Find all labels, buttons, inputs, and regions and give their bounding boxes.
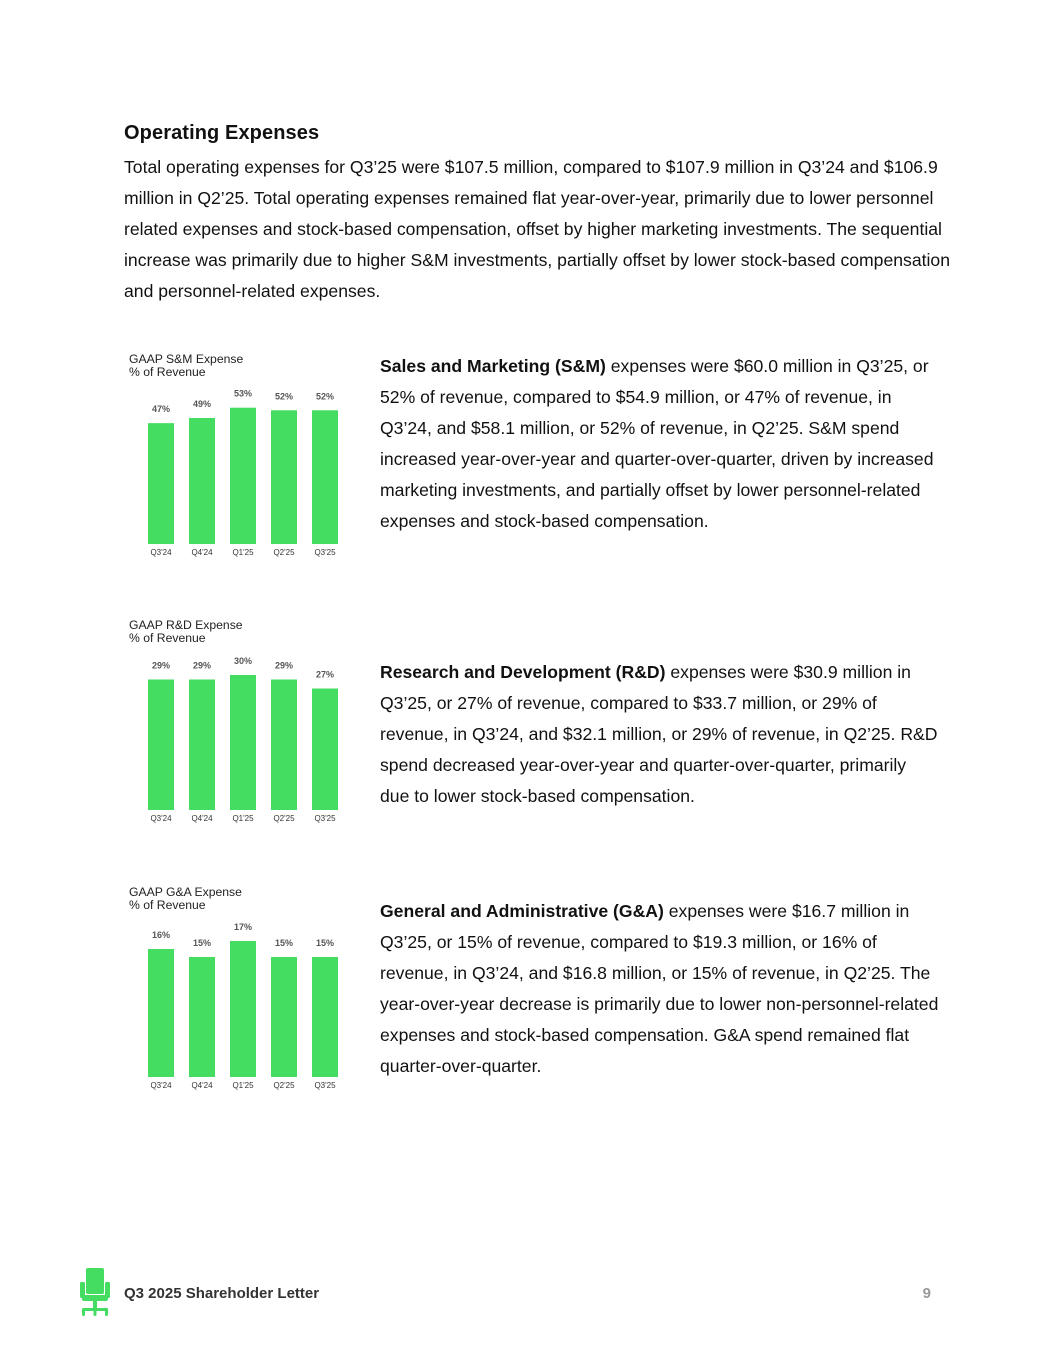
- sm-chart-svg: [124, 353, 346, 568]
- x-tick-label: Q2'25: [273, 548, 295, 557]
- sm-section-heading: Sales and Marketing (S&M): [380, 356, 606, 376]
- x-tick-label: Q3'25: [314, 1081, 336, 1090]
- bar-value-label: 15%: [274, 938, 294, 948]
- ga-chart-svg: [124, 886, 346, 1101]
- x-tick-label: Q2'25: [273, 1081, 295, 1090]
- chart-subtitle-line: % of Revenue: [129, 631, 206, 645]
- bar-3: [271, 957, 297, 1077]
- chair-icon: [80, 1268, 112, 1318]
- bar-value-label: 30%: [233, 656, 253, 666]
- bar-1: [189, 418, 215, 544]
- chart-title-line: GAAP G&A Expense: [129, 885, 242, 899]
- bar-3: [271, 410, 297, 544]
- chart-title-line: GAAP S&M Expense: [129, 352, 244, 366]
- bar-value-label: 29%: [192, 660, 212, 671]
- sm-expense-chart: [124, 353, 346, 568]
- x-tick-label: Q1'25: [232, 814, 254, 823]
- bar-4: [312, 410, 338, 544]
- bar-2: [230, 941, 256, 1077]
- x-tick-label: Q3'25: [314, 548, 336, 557]
- bar-value-label: 47%: [151, 404, 171, 415]
- rd-section-heading: Research and Development (R&D): [380, 662, 666, 682]
- bar-value-label: 15%: [315, 938, 335, 948]
- bar-1: [189, 957, 215, 1077]
- x-tick-label: Q3'24: [150, 814, 172, 823]
- bar-value-label: 29%: [274, 660, 294, 671]
- sm-section-text: [380, 351, 940, 537]
- x-tick-label: Q3'24: [150, 548, 172, 557]
- ga-expense-chart: [124, 886, 346, 1101]
- bar-value-label: 29%: [151, 660, 171, 671]
- bar-value-label: 49%: [192, 399, 212, 409]
- bar-0: [148, 423, 174, 544]
- bar-4: [312, 689, 338, 811]
- sm-section-body: expenses were $60.0 million in Q3’25, or 52% of revenue, compared to $54.9 million, or 47% of revenue, in Q3’24, and $58.1 million, or 52% of revenue, in Q2’25. S&M spend increased year-over-year and quarter-over-quarter, driven by increased marketing investments, and partially offset by lower personnel-related expenses and stock-based compensation.: [380, 356, 934, 531]
- chart-subtitle-line: % of Revenue: [129, 365, 206, 379]
- x-tick-label: Q3'24: [150, 1081, 172, 1090]
- bar-4: [312, 957, 338, 1077]
- rd-expense-chart: [124, 619, 346, 834]
- ga-section-heading: General and Administrative (G&A): [380, 901, 664, 921]
- x-tick-label: Q4'24: [191, 814, 213, 823]
- x-tick-label: Q1'25: [232, 548, 254, 557]
- bar-2: [230, 408, 256, 544]
- chart-subtitle-line: % of Revenue: [129, 898, 206, 912]
- page-number: 9: [922, 1285, 931, 1302]
- footer-title: Q3 2025 Shareholder Letter: [124, 1285, 320, 1302]
- bar-value-label: 52%: [315, 391, 335, 402]
- x-tick-label: Q4'24: [191, 548, 213, 557]
- bar-value-label: 53%: [233, 388, 253, 399]
- page-heading: Operating Expenses: [124, 122, 320, 144]
- bar-value-label: 15%: [192, 938, 212, 948]
- bar-0: [148, 680, 174, 811]
- intro-paragraph: Total operating expenses for Q3’25 were $107.5 million, compared to $107.9 million in Q3’24 and $106.9 million in Q2’25. Total operating expenses remained flat year-over-year, primarily due to lower personnel related expenses and stock-based compensation, offset by higher marketing investments. The sequential increase was primarily due to higher S&M investments, partially offset by lower stock-based compensation and personnel-related expenses.: [124, 157, 950, 301]
- x-tick-label: Q3'25: [314, 814, 336, 823]
- ga-section-text: [380, 896, 940, 1082]
- rd-section-body: expenses were $30.9 million in Q3’25, or 27% of revenue, compared to $33.7 million, or 29% of revenue, in Q3’24, and $32.1 million, or 29% of revenue, in Q2’25. R&D spend decreased year-over-year and quarter-over-quarter, primarily due to lower stock-based compensation.: [380, 662, 938, 806]
- bar-1: [189, 680, 215, 811]
- chart-title-line: GAAP R&D Expense: [129, 618, 243, 632]
- bar-value-label: 16%: [151, 930, 171, 940]
- bar-value-label: 52%: [274, 391, 294, 402]
- rd-section-text: [380, 657, 940, 812]
- x-tick-label: Q2'25: [273, 814, 295, 823]
- rd-chart-svg: [124, 619, 346, 834]
- bar-value-label: 27%: [315, 669, 335, 680]
- bar-3: [271, 680, 297, 811]
- bar-2: [230, 675, 256, 810]
- bar-value-label: 17%: [233, 922, 253, 932]
- ga-section-body: expenses were $16.7 million in Q3’25, or 15% of revenue, compared to $19.3 million, or 16% of revenue, in Q3’24, and $16.8 million, or 15% of revenue, in Q2’25. The year-over-year decrease is primarily due to lower non-personnel-related expenses and stock-based compensation. G&A spend remained flat quarter-over-quarter.: [380, 901, 939, 1076]
- x-tick-label: Q1'25: [232, 1081, 254, 1090]
- bar-0: [148, 949, 174, 1077]
- x-tick-label: Q4'24: [191, 1081, 213, 1090]
